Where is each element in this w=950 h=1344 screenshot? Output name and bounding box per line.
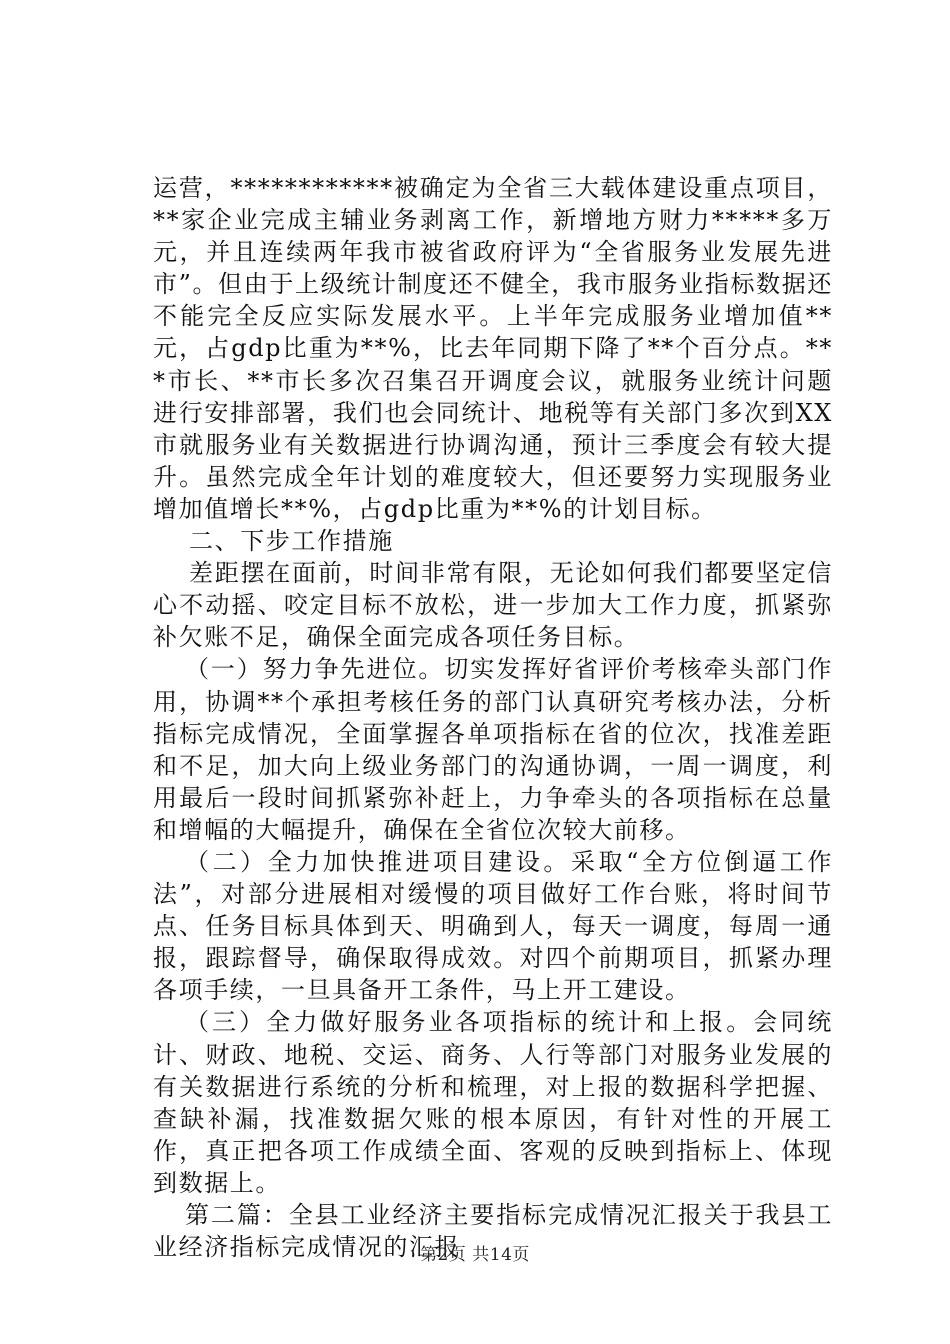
paragraph-service-industry-summary: 运营，************被确定为全省三大载体建设重点项目，**家企业完成主辅业务剥离工作，新增地方财力*****多万元，并且连续两年我市被省政府评为“全省服务业发展先进市”。但由于上级统计制度还不健全，我市服务业指标数据还不能完全反应实际发展水平。上半年完成服务业增加值**元，占gdp比重为**%，比去年同期下降了**个百分点。***市长、**市长多次召集召开调度会议，就服务业统计问题进行安排部署，我们也会同统计、地税等有关部门多次到XX市就服务业有关数据进行协调沟通，预计三季度会有较大提升。虽然完成全年计划的难度较大，但还要努力实现服务业增加值增长**%，占gdp比重为**%的计划目标。: [153, 174, 833, 523]
paragraph-second-article-title: 第二篇：全县工业经济主要指标完成情况汇报关于我县工业经济指标完成情况的汇报: [153, 1201, 833, 1262]
document-body: [153, 172, 833, 1263]
paragraph-measure-2: （二）全力加快推进项目建设。采取“全方位倒逼工作法”，对部分进展相对缓慢的项目做好工作台账，将时间节点、任务目标具体到天、明确到人，每天一调度，每周一通报，跟踪督导，确保取得成效。对四个前期项目，抓紧办理各项手续，一旦具备开工条件，马上开工建设。: [153, 847, 833, 1005]
paragraph-overview-next-steps: 差距摆在面前，时间非常有限，无论如何我们都要坚定信心不动摇、咬定目标不放松，进一步加大工作力度，抓紧弥补欠账不足，确保全面完成各项任务目标。: [153, 559, 833, 652]
paragraph-measure-3: （三）全力做好服务业各项指标的统计和上报。会同统计、财政、地税、交运、商务、人行等部门对服务业发展的有关数据进行系统的分析和梳理，对上报的数据科学把握、查缺补漏，找准数据欠账的根本原因，有针对性的开展工作，真正把各项工作成绩全面、客观的反映到指标上、体现到数据上。: [153, 1008, 833, 1197]
section-heading-next-steps: 二、下步工作措施: [189, 527, 394, 556]
page-number-footer: 第2页 共14页: [420, 1245, 530, 1265]
paragraph-measure-1: （一）努力争先进位。切实发挥好省评价考核牵头部门作用，协调**个承担考核任务的部门认真研究考核办法，分析指标完成情况，全面掌握各单项指标在省的位次，找准差距和不足，加大向上级业务部门的沟通协调，一周一调度，利用最后一段时间抓紧弥补赶上，力争牵头的各项指标在总量和增幅的大幅提升，确保在全省位次较大前移。: [153, 655, 833, 844]
